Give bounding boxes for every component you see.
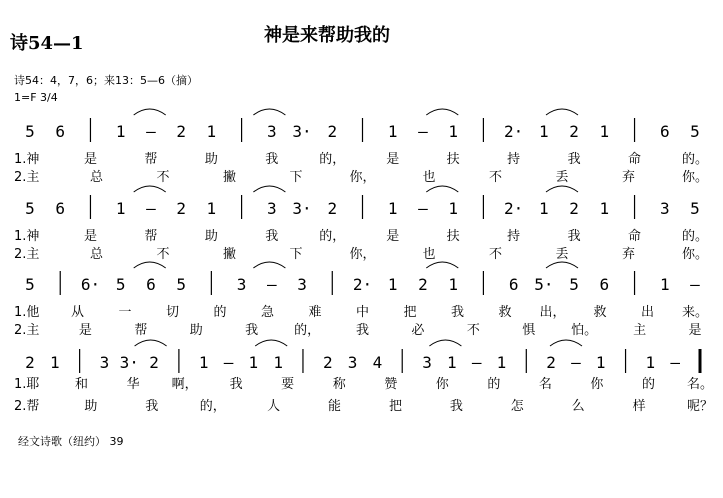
lyric-syllable: 华 (126, 377, 140, 392)
lyric-syllable: 我 (567, 229, 581, 244)
lyric-syllable: 我 (449, 399, 463, 414)
note: 1 (645, 353, 656, 372)
lyric-syllable: 2.主 (14, 247, 40, 262)
slur (546, 262, 578, 268)
lyric-syllable: 名。 (686, 377, 714, 392)
note: 2 (322, 353, 333, 372)
note: 5 (25, 122, 35, 141)
note: – (690, 275, 700, 294)
lyric-syllable: 样 (632, 399, 646, 414)
note: 1 (206, 199, 217, 218)
lyric-syllable: 1.他 (14, 305, 40, 320)
lyric-syllable: 是 (78, 323, 92, 338)
note: 2 (149, 353, 159, 372)
lyric-syllable: 一 (118, 305, 132, 320)
note: 1 (448, 199, 459, 218)
lyric-syllable: 不 (466, 323, 480, 338)
note: 3 (297, 275, 307, 294)
lyric-syllable: 救 (498, 305, 512, 320)
lyric-syllable: 的， (294, 323, 321, 338)
lyric-syllable: 也 (422, 170, 436, 185)
note: 5 (115, 275, 126, 294)
slur (546, 186, 578, 192)
lyric-syllable: 我 (145, 399, 159, 414)
note: 2 (176, 122, 186, 141)
lyric-syllable: 你， (349, 170, 376, 185)
slur (255, 340, 287, 346)
lyric-syllable: 下 (289, 170, 303, 185)
lyric-syllable: 我 (265, 229, 279, 244)
lyric-syllable: 持 (507, 229, 521, 244)
lyric-syllable: 助 (84, 399, 98, 414)
lyric-syllable: 扶 (446, 152, 460, 167)
note: – (471, 353, 482, 372)
note: 6· (80, 275, 101, 294)
lyric-syllable: 帮 (144, 152, 158, 167)
slur (253, 262, 285, 268)
lyric-syllable: 我 (450, 305, 465, 320)
slur (429, 340, 461, 346)
note: 1 (206, 122, 217, 141)
lyric-syllable: 和 (75, 377, 89, 392)
lyric-syllable: 我 (567, 152, 581, 167)
lyric-syllable: 急 (260, 305, 275, 320)
note: 5· (534, 275, 554, 294)
note: 2 (176, 199, 186, 218)
lyric-syllable: 持 (507, 152, 521, 167)
lyric-syllable: 救 (593, 305, 607, 320)
note: 1 (448, 122, 459, 141)
lyric-syllable: 命 (628, 229, 642, 244)
note: 5 (25, 199, 35, 218)
note: 1 (599, 122, 610, 141)
lyric-syllable: 帮 (134, 323, 148, 338)
note: 3 (422, 353, 432, 372)
note: 1 (387, 275, 398, 294)
note: – (223, 353, 234, 372)
lyric-syllable: 从 (70, 305, 85, 320)
lyric-syllable: 我 (265, 152, 279, 167)
note: – (670, 353, 681, 372)
note: 5 (690, 199, 700, 218)
lyric-syllable: 么 (571, 399, 585, 414)
lyric-syllable: 出 (640, 305, 655, 320)
lyric-syllable: 丢 (555, 247, 569, 262)
lyric-syllable: 撇 (222, 247, 237, 262)
note: 1 (387, 122, 398, 141)
note: 6 (508, 275, 519, 294)
slur (426, 262, 458, 268)
song-number: 诗54—1 (10, 33, 84, 54)
lyric-syllable: 来。 (681, 305, 709, 320)
lyric-syllable: 主 (633, 323, 647, 338)
lyric-syllable: 的 (487, 377, 501, 392)
lyric-syllable: 的， (319, 152, 346, 167)
note: 1 (447, 353, 457, 372)
note: 2 (569, 122, 579, 141)
note: 1 (496, 353, 507, 372)
note: 2 (418, 275, 428, 294)
lyric-syllable: 帮 (144, 229, 158, 244)
slur (426, 186, 458, 192)
lyric-syllable: 下 (289, 247, 303, 262)
lyric-syllable: 助 (189, 323, 203, 338)
lyric-syllable: 不 (156, 170, 170, 185)
note: 2 (569, 199, 579, 218)
note: 2 (327, 199, 338, 218)
lyric-syllable: 助 (204, 229, 218, 244)
slur (426, 109, 458, 115)
slur (135, 340, 167, 346)
music-system (14, 109, 708, 185)
lyric-syllable: 的 (641, 377, 655, 392)
lyric-syllable: 助 (204, 152, 218, 167)
note: 1 (198, 353, 209, 372)
note: 3 (347, 353, 358, 372)
note: 1 (115, 122, 126, 141)
lyric-syllable: 的， (319, 229, 346, 244)
lyric-syllable: 你， (349, 247, 376, 262)
note: 6 (55, 122, 66, 141)
lyric-syllable: 是 (386, 152, 400, 167)
lyric-syllable: 弃 (621, 170, 636, 185)
lyric-syllable: 1.耶 (14, 377, 40, 392)
note: 6 (146, 275, 156, 294)
lyric-syllable: 你 (435, 377, 449, 392)
lyric-syllable: 称 (332, 377, 346, 392)
lyric-syllable: 你。 (681, 170, 709, 185)
note: 3 (236, 275, 247, 294)
lyric-syllable: 弃 (621, 247, 636, 262)
lyric-syllable: 你。 (681, 247, 709, 262)
lyric-syllable: 是 (688, 323, 702, 338)
lyric-syllable: 不 (156, 247, 170, 262)
lyric-syllable: 出， (539, 305, 566, 320)
note: 2· (352, 275, 373, 294)
note: – (146, 199, 156, 218)
lyric-syllable: 你 (590, 377, 604, 392)
lyric-syllable: 是 (83, 229, 97, 244)
lyric-syllable: 不 (488, 247, 503, 262)
note: 3· (292, 199, 312, 218)
lyric-syllable: 命 (628, 152, 642, 167)
music-system (14, 186, 708, 262)
note: 3 (266, 199, 277, 218)
music-system (14, 262, 708, 338)
slur (253, 109, 285, 115)
song-title: 神是来帮助我的 (264, 25, 390, 46)
note: 1 (248, 353, 259, 372)
music-system (14, 340, 713, 414)
lyric-syllable: 2.主 (14, 170, 40, 185)
lyric-syllable: 总 (89, 170, 104, 185)
lyric-syllable: 我 (245, 323, 259, 338)
lyric-syllable: 呢？ (686, 399, 714, 414)
note: 2 (327, 122, 338, 141)
lyric-syllable: 撇 (222, 170, 237, 185)
lyric-syllable: 惧 (522, 323, 536, 338)
note: 5 (569, 275, 579, 294)
source-footer: 经文诗歌（纽约） 39 (18, 435, 124, 448)
note: 6 (55, 199, 66, 218)
note: 1 (539, 199, 549, 218)
lyric-syllable: 的， (199, 399, 226, 414)
lyric-syllable: 把 (388, 399, 402, 414)
slur (546, 109, 578, 115)
lyric-syllable: 的。 (681, 152, 709, 167)
lyric-syllable: 不 (488, 170, 503, 185)
slur (134, 186, 166, 192)
slur (134, 109, 166, 115)
note: 2· (504, 199, 524, 218)
note: 1 (539, 122, 549, 141)
lyric-syllable: 1.神 (14, 229, 40, 244)
lyric-syllable: 也 (422, 247, 436, 262)
note: 1 (448, 275, 459, 294)
lyric-syllable: 2.主 (14, 323, 40, 338)
lyric-syllable: 中 (355, 305, 370, 320)
note: 1 (659, 275, 670, 294)
note: – (146, 122, 156, 141)
slur (550, 340, 582, 346)
lyric-syllable: 怕。 (571, 323, 598, 338)
lyric-syllable: 必 (411, 323, 425, 338)
lyric-syllable: 1.神 (14, 152, 40, 167)
lyric-syllable: 我 (229, 377, 243, 392)
note: 1 (595, 353, 606, 372)
note: – (266, 275, 277, 294)
note: 2· (504, 122, 524, 141)
lyric-syllable: 怎 (510, 399, 524, 414)
note: 3 (659, 199, 670, 218)
lyric-syllable: 是 (83, 152, 97, 167)
note: 4 (372, 353, 383, 372)
music-systems (14, 109, 713, 414)
lyric-syllable: 我 (355, 323, 370, 338)
note: 5 (176, 275, 186, 294)
note: 1 (115, 199, 126, 218)
lyric-syllable: 扶 (446, 229, 460, 244)
note: 1 (599, 199, 610, 218)
key-time-signature: 1=F 3/4 (14, 91, 58, 104)
note: 6 (659, 122, 670, 141)
note: – (418, 199, 428, 218)
lyric-syllable: 总 (89, 247, 104, 262)
lyric-syllable: 要 (281, 377, 295, 392)
note: 5 (25, 275, 35, 294)
note: 2 (25, 353, 35, 372)
note: 1 (273, 353, 283, 372)
note: – (571, 353, 581, 372)
lyric-syllable: 切 (165, 305, 180, 320)
note: 6 (599, 275, 610, 294)
lyric-syllable: 是 (386, 229, 400, 244)
lyric-syllable: 的 (213, 305, 227, 320)
lyric-syllable: 丢 (555, 170, 569, 185)
note: 3 (99, 353, 110, 372)
lyric-syllable: 赞 (384, 377, 398, 392)
note: 3 (266, 122, 277, 141)
lyric-syllable: 能 (328, 399, 342, 414)
note: 5 (690, 122, 700, 141)
lyric-syllable: 把 (403, 305, 417, 320)
lyric-syllable: 的。 (681, 229, 709, 244)
note: 1 (387, 199, 398, 218)
lyric-syllable: 啊， (171, 377, 198, 392)
slur (253, 186, 285, 192)
scripture-reference: 诗54：4，7，6；来13：5—6（摘） (14, 74, 198, 87)
slur (134, 262, 166, 268)
lyric-syllable: 2.帮 (14, 399, 40, 414)
note: 1 (49, 353, 60, 372)
note: 3· (119, 353, 139, 372)
note: – (418, 122, 428, 141)
note: 2 (546, 353, 556, 372)
lyric-syllable: 人 (267, 399, 281, 414)
lyric-syllable: 名 (538, 377, 552, 392)
lyric-syllable: 难 (308, 305, 322, 320)
note: 3· (292, 122, 312, 141)
